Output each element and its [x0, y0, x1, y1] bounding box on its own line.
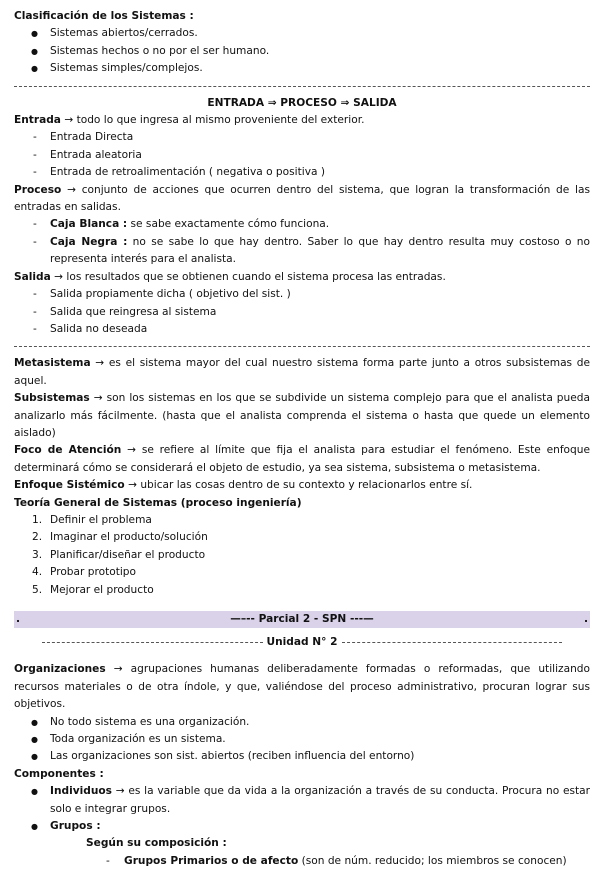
dashed-divider — [14, 78, 590, 95]
list-item: ● No todo sistema es una organización. — [14, 714, 590, 731]
banner-right-dot: . — [583, 613, 588, 625]
step-number: 3. — [32, 548, 43, 561]
document-page — [14, 8, 590, 870]
list-item — [14, 853, 590, 870]
step-text: Probar prototipo — [50, 566, 137, 579]
salida-term: Salida — [14, 270, 51, 283]
banner-left-dot: . — [16, 613, 21, 625]
list-item: ● Sistemas hechos o no por el ser humano. — [14, 43, 590, 60]
list-item — [14, 582, 590, 599]
enfoque-paragraph — [14, 477, 590, 494]
tgs-title: Teoría General de Sistemas (proceso ingeniería) — [14, 496, 302, 509]
entrada-term: Entrada — [14, 114, 61, 127]
list-item — [14, 564, 590, 581]
salida-paragraph — [14, 269, 590, 286]
tgs-steps — [14, 512, 590, 599]
organizaciones-paragraph — [14, 661, 590, 713]
organizaciones-def: → agrupaciones humanas deliberadamente formadas o reformadas, que utilizando recursos materiales o de otra índole, y que, valiéndose del proceso administrativo, procuran lograr sus objetivos. — [14, 663, 590, 711]
list-item — [14, 512, 590, 529]
list-item: - Entrada aleatoria — [14, 147, 590, 164]
grupos-term: Grupos : — [50, 820, 101, 833]
primarios-term: Grupos Primarios o de afecto — [124, 854, 299, 867]
list-item: - Entrada de retroalimentación ( negativa o positiva ) — [14, 164, 590, 181]
entrada-list — [14, 129, 590, 181]
caja-negra-term: Caja Negra : — [50, 235, 128, 248]
caja-negra-def: no se sabe lo que hay dentro. Saber lo que hay dentro resulta muy costoso o no representa interés para el analista. — [50, 235, 590, 266]
list-item: ● Sistemas abiertos/cerrados. — [14, 25, 590, 42]
dashed-line — [342, 642, 563, 643]
proceso-paragraph — [14, 182, 590, 217]
step-number: 5. — [32, 583, 43, 596]
list-item: - Entrada Directa — [14, 129, 590, 146]
step-text: Planificar/diseñar el producto — [50, 548, 206, 561]
list-item — [14, 216, 590, 233]
step-number: 4. — [32, 566, 43, 579]
enfoque-def: → ubicar las cosas dentro de su contexto y relacionarlos entre sí. — [124, 479, 473, 492]
entrada-def: → todo lo que ingresa al mismo proveniente del exterior. — [60, 114, 365, 127]
flow-title: ENTRADA ⇒ PROCESO ⇒ SALIDA — [207, 96, 397, 109]
caja-blanca-def: se sabe exactamente cómo funciona. — [127, 218, 330, 231]
proceso-def: → conjunto de acciones que ocurren dentro del sistema, que logran la transformación de las entradas en salidas. — [14, 183, 590, 214]
list-item: - Salida no deseada — [14, 321, 590, 338]
list-item: - Salida que reingresa al sistema — [14, 304, 590, 321]
subsistemas-term: Subsistemas — [14, 392, 90, 405]
step-number: 1. — [32, 513, 43, 526]
metasistema-paragraph — [14, 355, 590, 390]
list-item — [14, 783, 590, 818]
dashed-divider — [14, 338, 590, 355]
banner-title: —–-- Parcial 2 - SPN ---— — [230, 613, 374, 625]
salida-def: → los resultados que se obtienen cuando el sistema procesa las entradas. — [50, 270, 446, 283]
primarios-def: (son de núm. reducido; los miembros se conocen) — [298, 854, 567, 867]
step-number: 2. — [32, 531, 43, 544]
salida-list — [14, 286, 590, 338]
clasificacion-list — [14, 25, 590, 77]
foco-paragraph — [14, 442, 590, 477]
unidad-title: Unidad N° 2 — [266, 636, 338, 648]
parcial-banner — [14, 611, 590, 628]
metasistema-term: Metasistema — [14, 357, 91, 370]
list-item: ● Toda organización es un sistema. — [14, 731, 590, 748]
unidad-heading — [14, 634, 590, 651]
step-text: Imaginar el producto/solución — [50, 531, 208, 544]
caja-blanca-term: Caja Blanca : — [50, 218, 128, 231]
step-text: Definir el problema — [50, 513, 152, 526]
individuos-term: Individuos — [50, 785, 112, 798]
list-item: - Salida propiamente dicha ( objetivo del sist. ) — [14, 286, 590, 303]
dashed-line — [42, 642, 263, 643]
composicion-list — [14, 853, 590, 870]
list-item: ● Sistemas simples/complejos. — [14, 60, 590, 77]
organizaciones-term: Organizaciones — [14, 663, 106, 676]
organizaciones-list — [14, 714, 590, 766]
proceso-list — [14, 216, 590, 268]
metasistema-def: → es el sistema mayor del cual nuestro sistema forma parte junto a otros subsistemas de aquel. — [14, 357, 590, 387]
foco-def: → se refiere al límite que fija el analista para estudiar el fenómeno. Este enfoque determinará cómo se considerará el objeto de estudio, ya sea sistema, subsistema o metasistema. — [14, 444, 590, 474]
foco-term: Foco de Atención — [14, 444, 122, 457]
list-item — [14, 529, 590, 546]
proceso-term: Proceso — [14, 183, 62, 196]
enfoque-term: Enfoque Sistémico — [14, 479, 125, 492]
subsistemas-def: → son los sistemas en los que se subdivide un sistema complejo para que el analista pueda analizarlo más fácilmente. (hasta que el analista comprenda el sistema o hasta que quede un elemento aislado) — [14, 392, 590, 439]
componentes-list — [14, 783, 590, 835]
list-item — [14, 234, 590, 269]
subsistemas-paragraph — [14, 390, 590, 442]
step-text: Mejorar el producto — [50, 583, 154, 596]
clasificacion-title: Clasificación de los Sistemas : — [14, 10, 194, 22]
list-item — [14, 547, 590, 564]
list-item: ● Las organizaciones son sist. abiertos (reciben influencia del entorno) — [14, 748, 590, 765]
entrada-paragraph — [14, 112, 590, 129]
composicion-subheading: Según su composición : — [86, 837, 227, 850]
individuos-def: → es la variable que da vida a la organización a través de su conducta. Procura no estar solo e integrar grupos. — [50, 785, 590, 815]
componentes-title: Componentes : — [14, 767, 104, 780]
list-item — [14, 818, 590, 835]
